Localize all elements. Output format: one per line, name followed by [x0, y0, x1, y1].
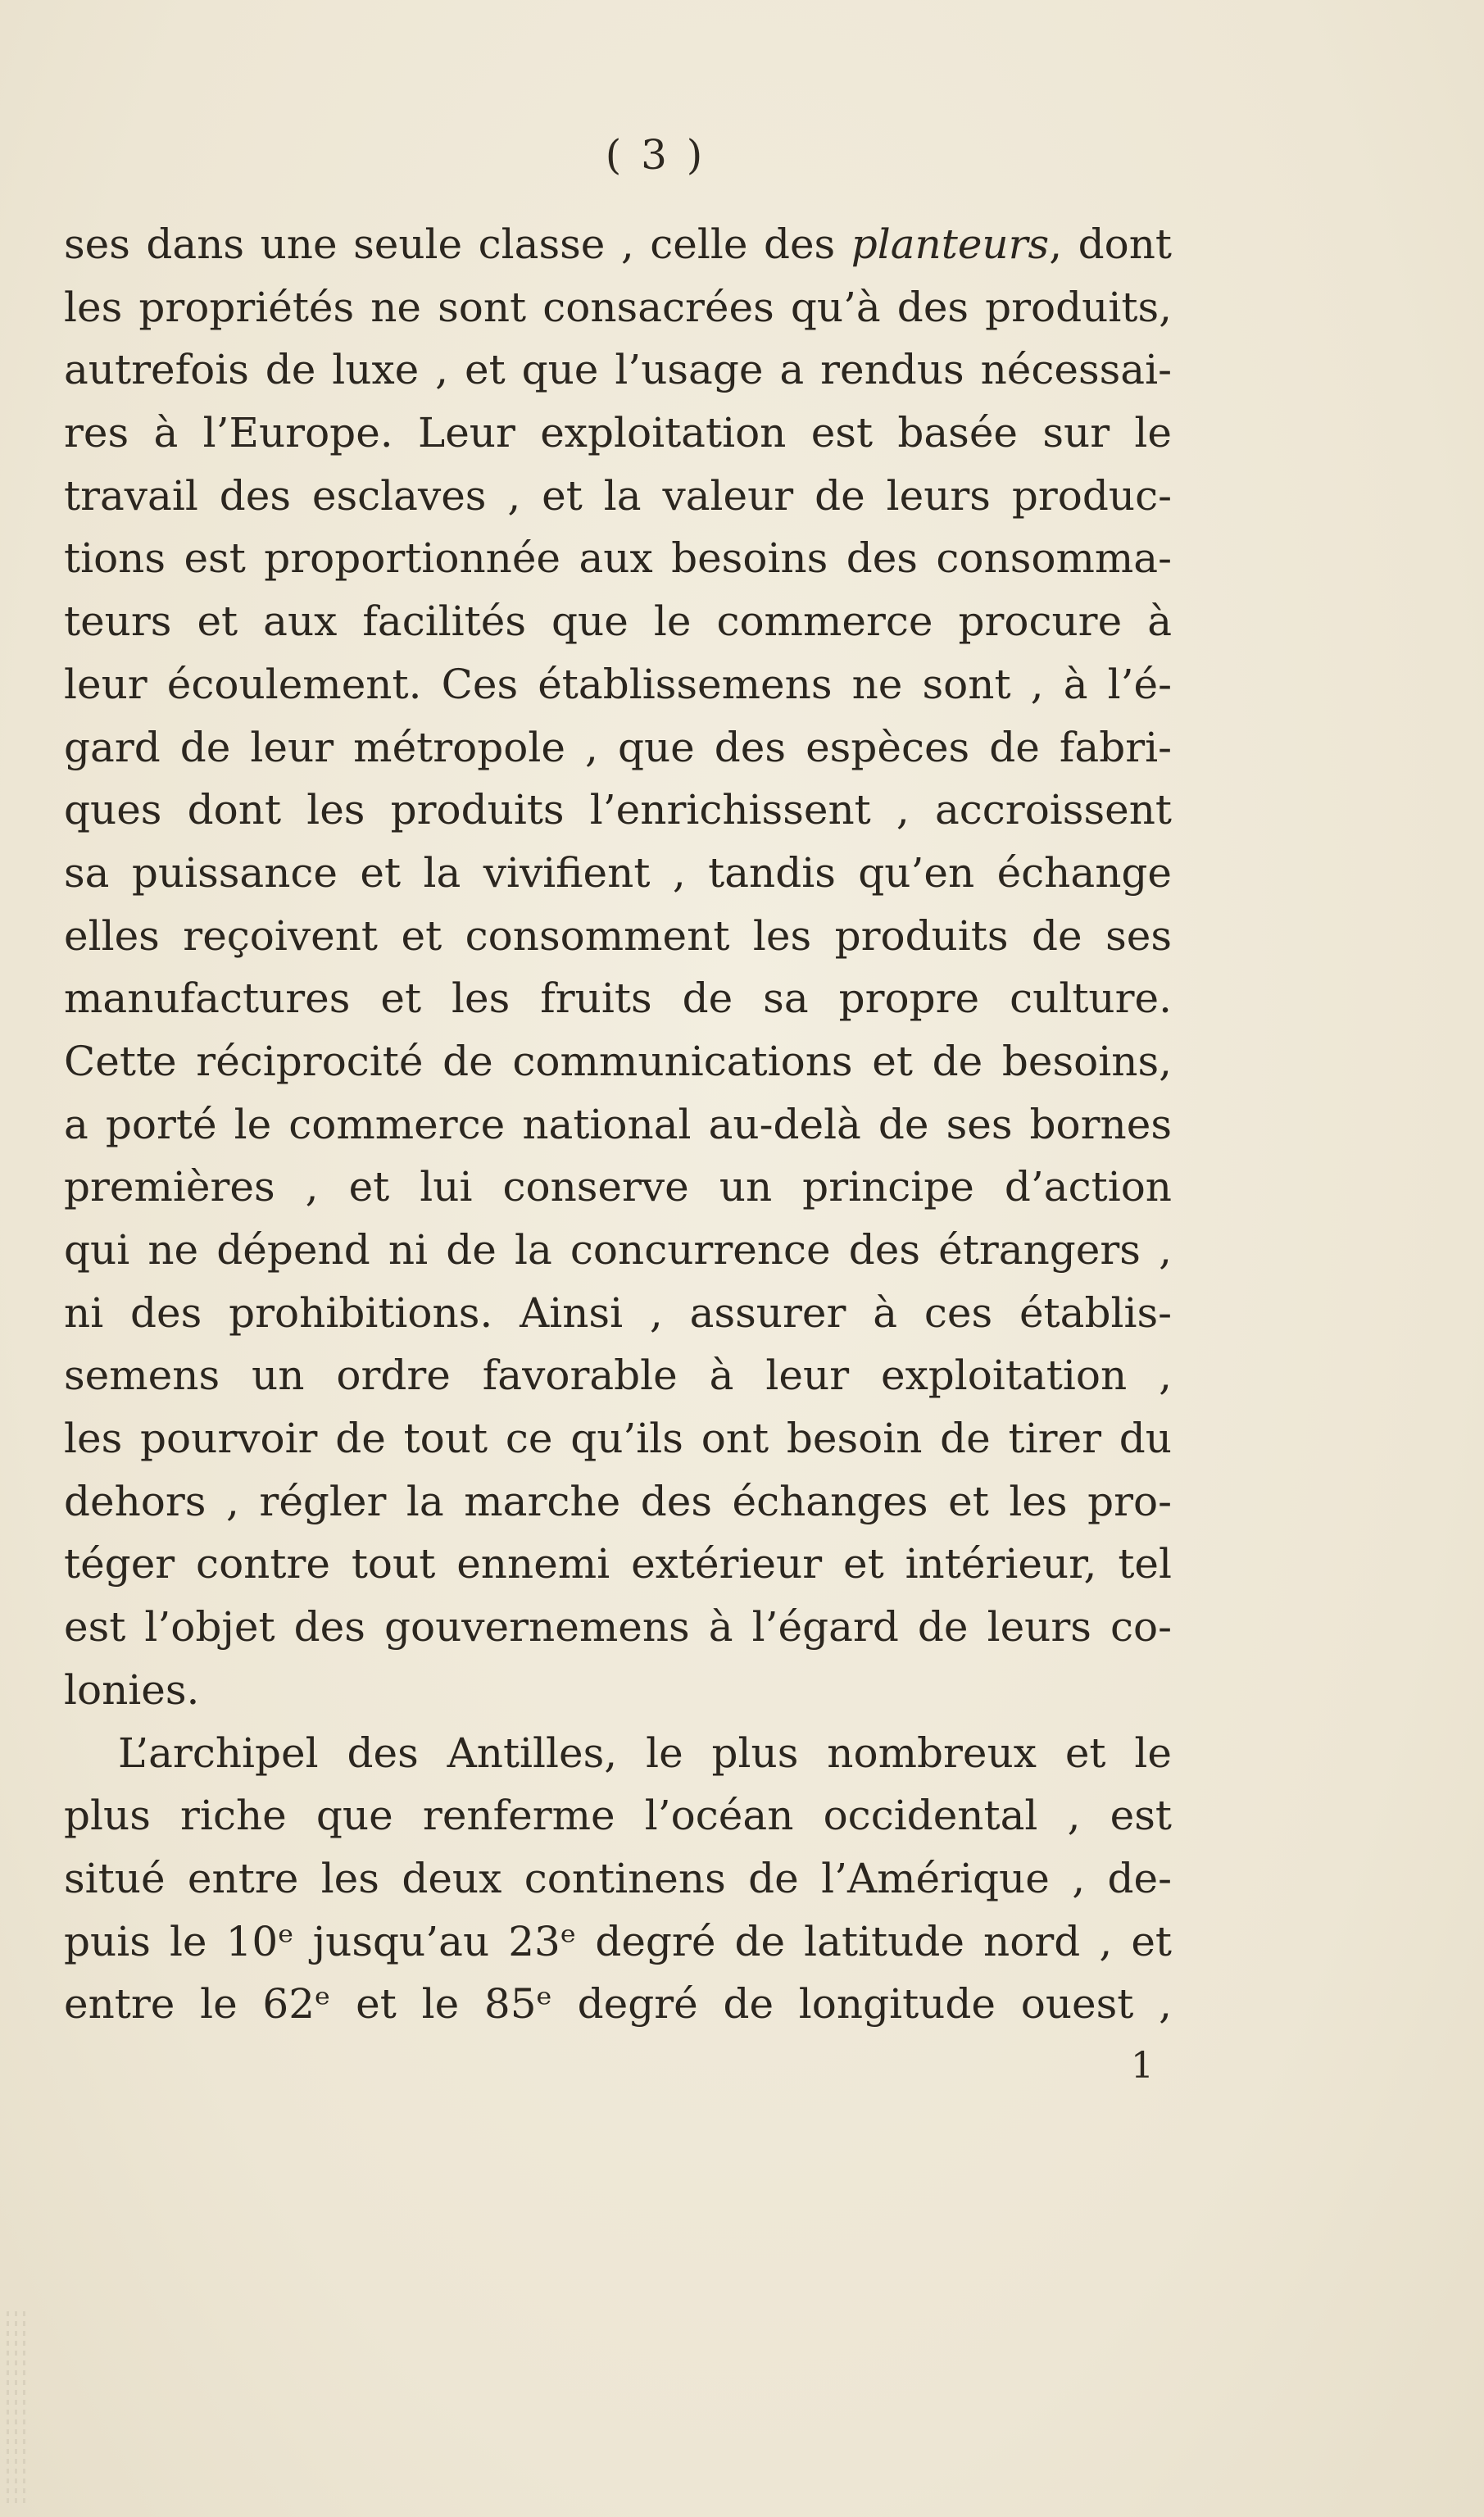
- text-line: manufactures et les fruits de sa propre culture.: [64, 975, 1172, 1023]
- page-edge-mark: [23, 2311, 25, 2508]
- text-line: puis le 10ᵉ jusqu’au 23ᵉ degré de latitude nord , et: [64, 1917, 1172, 1965]
- text-line: les pourvoir de tout ce qu’ils ont besoin de tirer du: [64, 1415, 1172, 1463]
- text-line: entre le 62ᵉ et le 85ᵉ degré de longitude ouest ,: [64, 1980, 1172, 2029]
- text-line: [64, 213, 1172, 276]
- text-line: elles reçoivent et consomment les produits de ses: [64, 911, 1172, 960]
- text-line: gard de leur métropole , que des espèces de fabri-: [64, 723, 1172, 771]
- text-line: Cette réciprocité de communications et de besoins,: [64, 1037, 1172, 1085]
- text-line: ni des prohibitions. Ainsi , assurer à ces établis-: [64, 1288, 1172, 1337]
- italic-word: planteurs: [851, 220, 1050, 268]
- body-text: [64, 213, 1172, 2036]
- text-line: travail des esclaves , et la valeur de leurs produc-: [64, 471, 1172, 520]
- text-run: ses dans une seule classe , celle des: [64, 220, 851, 268]
- text-line: res à l’Europe. Leur exploitation est basée sur le: [64, 409, 1172, 457]
- text-line: qui ne dépend ni de la concurrence des étrangers ,: [64, 1226, 1172, 1274]
- text-line: semens un ordre favorable à leur exploitation ,: [64, 1352, 1172, 1400]
- text-line-paragraph-start: L’archipel des Antilles, le plus nombreux et le: [118, 1729, 1172, 1777]
- text-line: leur écoulement. Ces établissemens ne sont , à l’é-: [64, 660, 1172, 708]
- text-line: a porté le commerce national au-delà de ses bornes: [64, 1100, 1172, 1148]
- text-line-paragraph-end: lonies.: [64, 1665, 200, 1714]
- text-line: sa puissance et la vivifient , tandis qu’en échange: [64, 848, 1172, 897]
- text-line: autrefois de luxe , et que l’usage a rendus nécessai-: [64, 346, 1172, 394]
- text-line: dehors , régler la marche des échanges et les pro-: [64, 1477, 1172, 1525]
- text-line: est l’objet des gouvernemens à l’égard de leurs co-: [64, 1603, 1172, 1651]
- text-line: situé entre les deux continens de l’Amérique , de-: [64, 1854, 1172, 1902]
- page-edge-mark: [15, 2311, 17, 2508]
- text-line: plus riche que renferme l’océan occidental , est: [64, 1792, 1172, 1840]
- text-line: les propriétés ne sont consacrées qu’à des produits,: [64, 283, 1172, 331]
- text-line: téger contre tout ennemi extérieur et intérieur, tel: [64, 1540, 1172, 1588]
- text-run: , dont: [1049, 220, 1172, 268]
- page-edge-mark: [7, 2311, 9, 2508]
- signature-mark: 1: [1131, 2045, 1154, 2087]
- text-line: premières , et lui conserve un principe d’action: [64, 1163, 1172, 1211]
- text-line: ques dont les produits l’enrichissent , accroissent: [64, 786, 1172, 834]
- text-line: teurs et aux facilités que le commerce procure à: [64, 597, 1172, 646]
- running-head-page-number: ( 3 ): [605, 131, 706, 179]
- text-line: tions est proportionnée aux besoins des consomma-: [64, 534, 1172, 583]
